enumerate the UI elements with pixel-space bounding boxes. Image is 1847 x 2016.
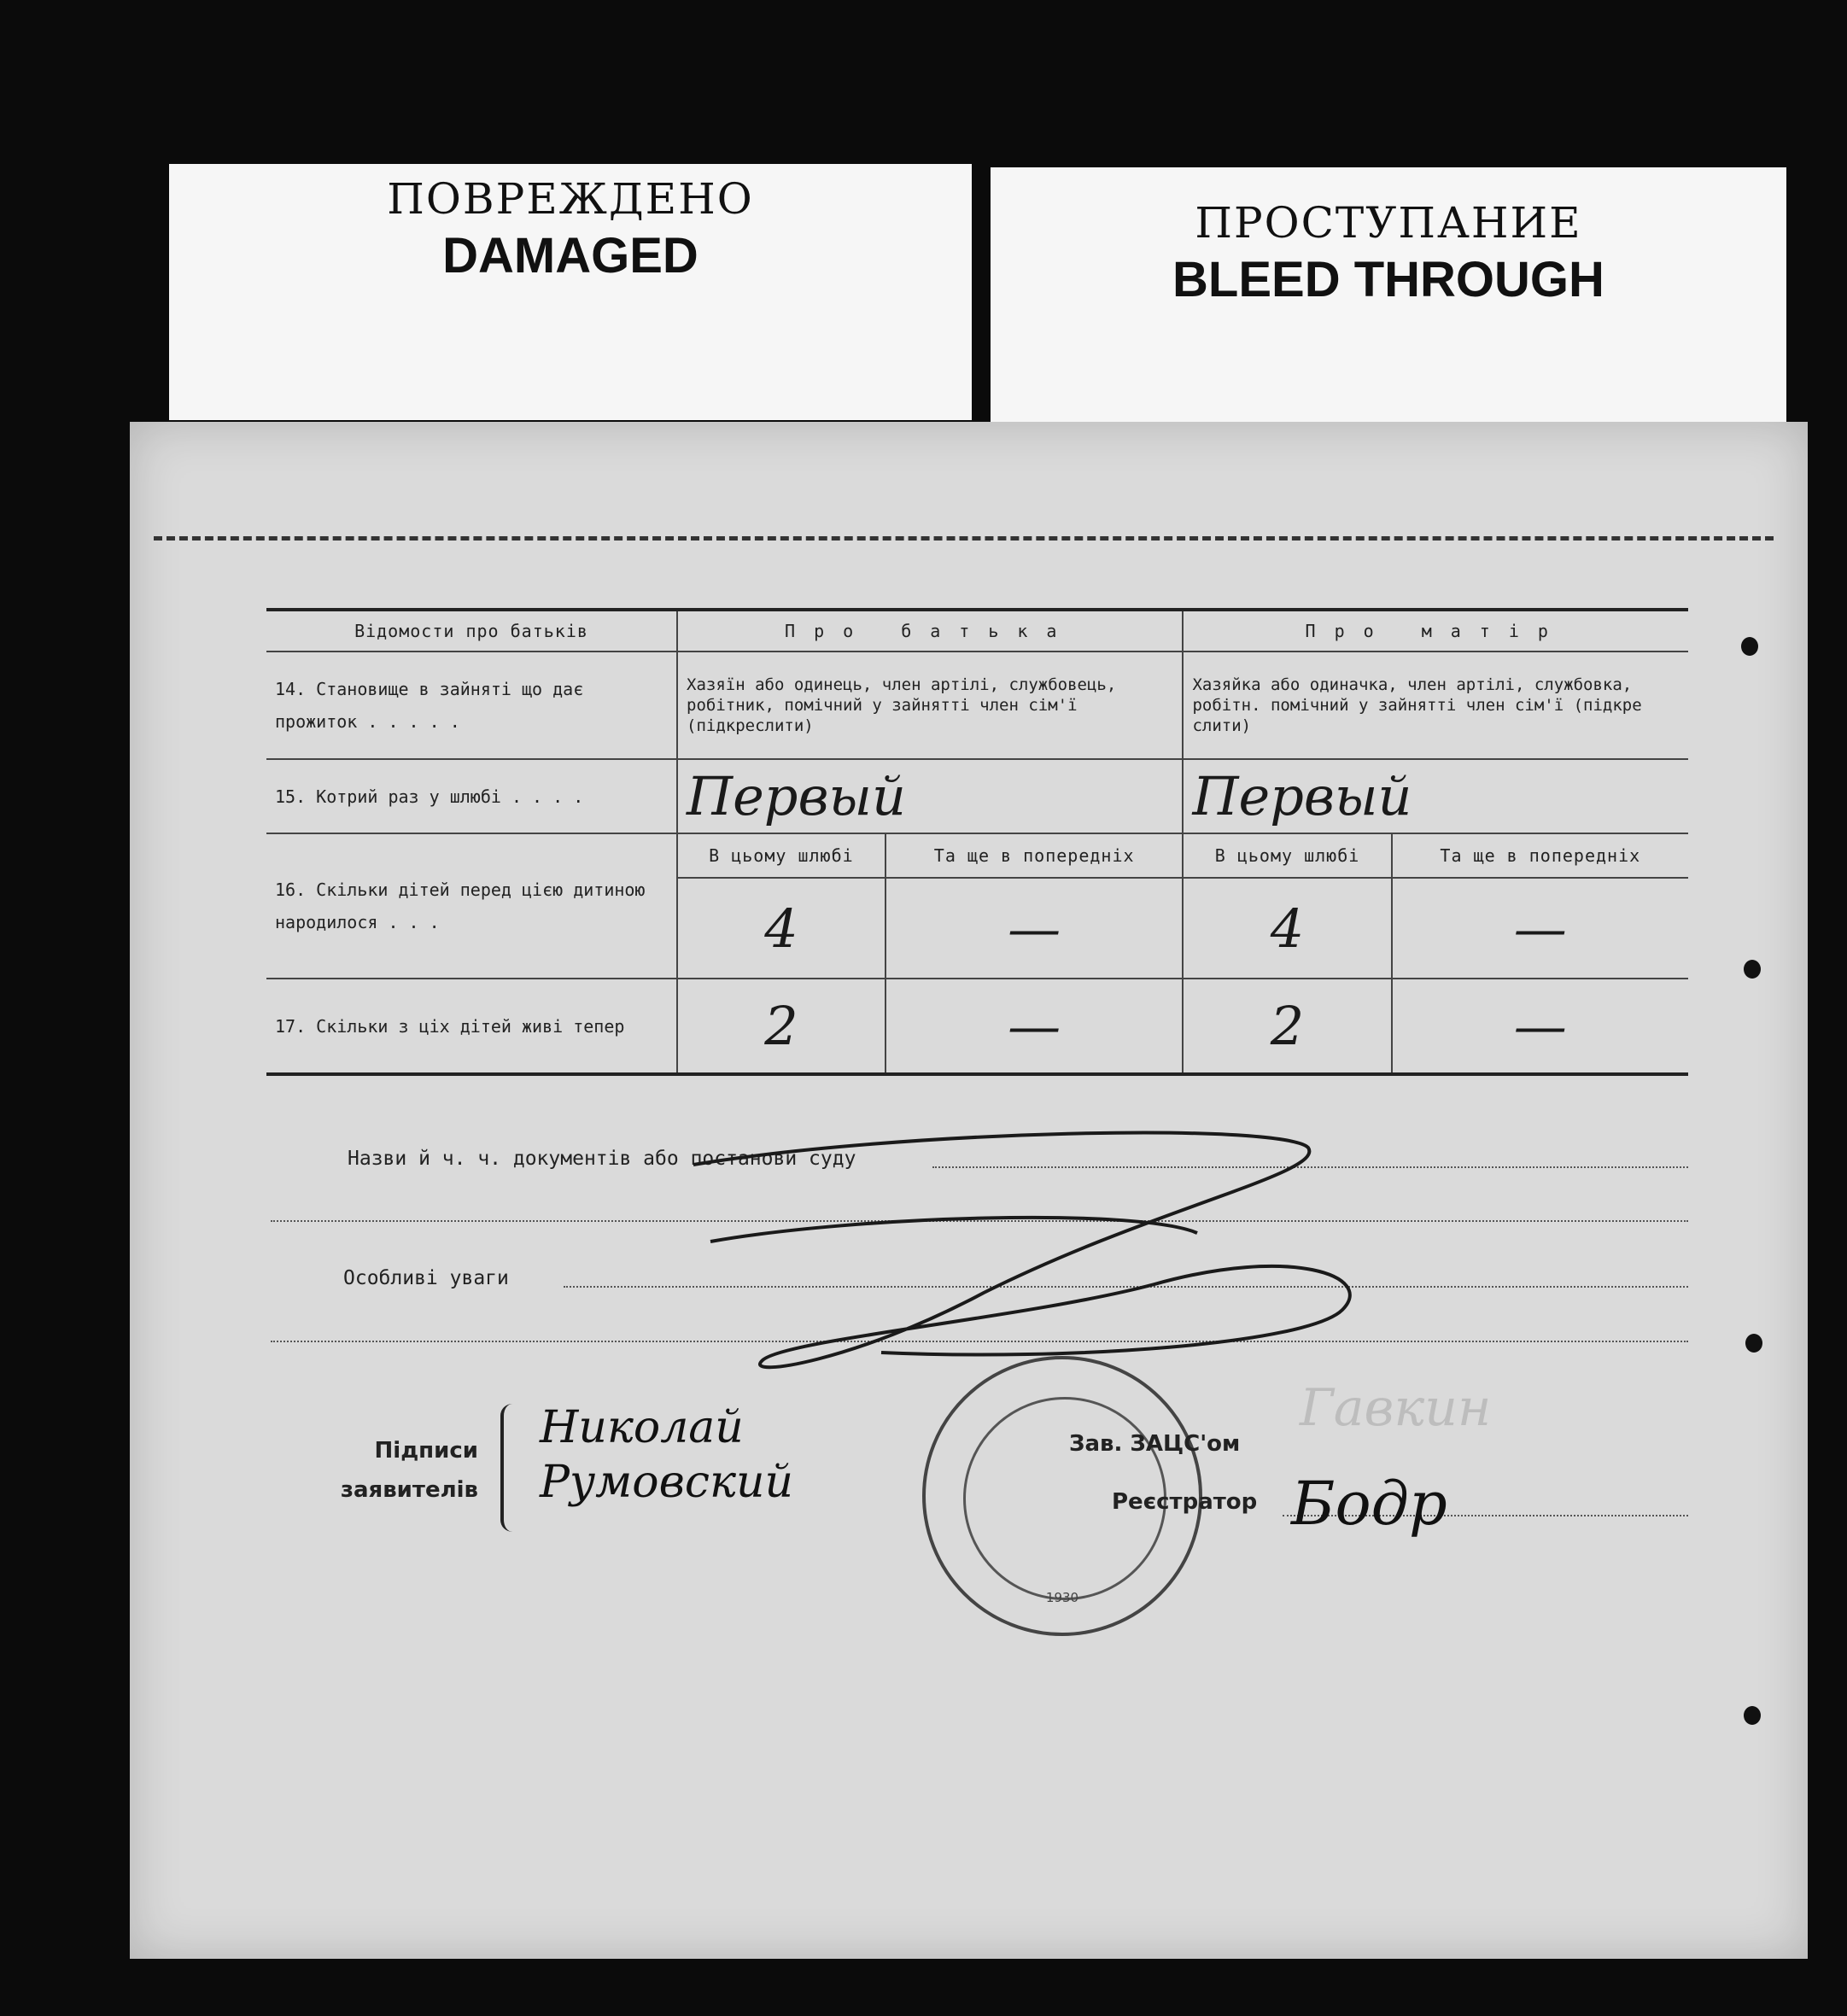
registrar-signature: Бодр [1291, 1469, 1447, 1539]
row17-father-previous: — [886, 979, 1184, 1074]
row16-label: 16. Скільки дітей перед цією дитиною народилося . . . [266, 833, 677, 979]
row17-mother-previous: — [1392, 979, 1688, 1074]
table-header-mother: Про матір [1183, 610, 1688, 652]
subheader-father-previous: Та ще в попередніх [886, 833, 1184, 878]
bleed-label-en: BLEED THROUGH [1172, 252, 1604, 307]
row15-label: 15. Котрий раз у шлюбі . . . . [266, 759, 677, 833]
stamp-year: 1930 [1045, 1590, 1079, 1605]
bleed-through-label-card [991, 167, 1786, 424]
row17-father-this: 2 [677, 979, 886, 1074]
row16-mother-previous: — [1392, 878, 1688, 979]
table-header-parents: Відомости про батьків [266, 610, 677, 652]
damaged-label-card [169, 164, 972, 420]
subheader-father-this: В цьому шлюбі [677, 833, 886, 878]
row16-father-previous: — [886, 878, 1184, 979]
document-sheet [130, 422, 1808, 1959]
row16-mother-this: 4 [1183, 878, 1391, 979]
strike-through-flourish [130, 422, 1808, 1959]
bleed-label-ru: ПРОСТУПАНИЕ [1195, 198, 1582, 248]
row17-label: 17. Скільки з ціх дітей живі тепер [266, 979, 677, 1074]
subheader-mother-this: В цьому шлюбі [1183, 833, 1391, 878]
applicant-signature-line2: Румовский [540, 1457, 793, 1508]
subheader-mother-previous: Та ще в попередніх [1392, 833, 1688, 878]
row14-label: 14. Становище в зайняті що дає прожиток . . . . . [266, 652, 677, 759]
row14-mother-options: Хазяйка або одиначка, член артілі, службовка, робітн. помічний у зайнятті член сім'ї (підкре слити) [1183, 652, 1688, 759]
signatures-label-line2: заявителів [340, 1477, 478, 1503]
applicant-signature-line1: Николай [540, 1402, 744, 1453]
signatures-label-line1: Підписи [374, 1438, 478, 1464]
row15-father-value: Первый [677, 759, 1183, 833]
head-label: Зав. ЗАЦС'ом [1069, 1431, 1241, 1457]
row16-father-this: 4 [677, 878, 886, 979]
damaged-label-en: DAMAGED [442, 228, 698, 283]
row15-mother-value: Первый [1183, 759, 1688, 833]
bleed-through-text: Гавкин [1300, 1378, 1492, 1438]
table-header-father: Про батька [677, 610, 1183, 652]
documents-label: Назви й ч. ч. документів або постанови суду [348, 1148, 856, 1170]
signatures-brace [500, 1404, 517, 1532]
row17-mother-this: 2 [1183, 979, 1391, 1074]
remarks-label: Особливі уваги [343, 1267, 509, 1289]
registrar-label: Реєстратор [1112, 1489, 1258, 1515]
row14-father-options: Хазяїн або одинець, член артілі, службовець, робітник, помічний у зайнятті член сім'ї (підкреслити) [677, 652, 1183, 759]
damaged-label-ru: ПОВРЕЖДЕНО [387, 174, 754, 224]
